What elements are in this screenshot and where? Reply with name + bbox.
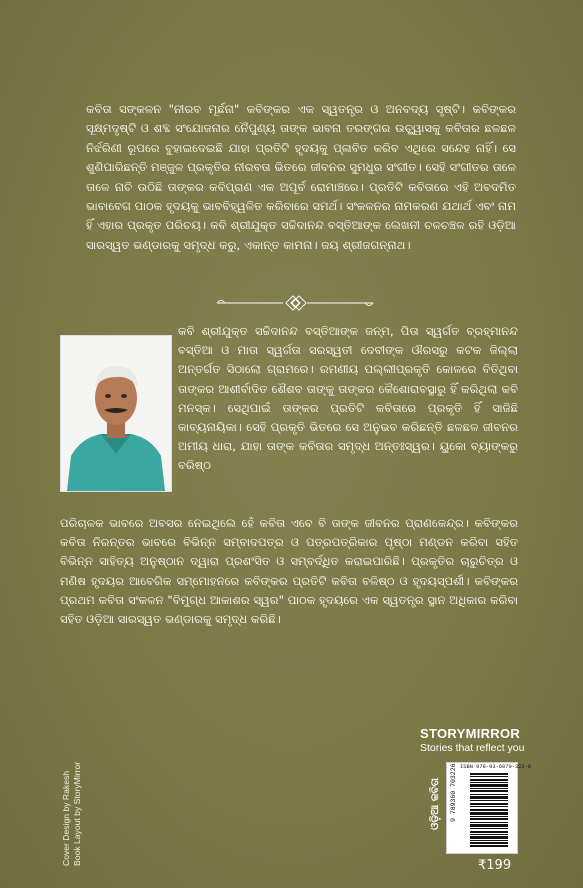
ornament-divider (215, 295, 375, 311)
category-label: ଓଡ଼ିଆ କବିତା (429, 777, 441, 830)
author-bio-bottom: ପରିଚାଳକ ଭାବରେ ଅବସର ନେଇଥିଲେ ହେଁ କବିତା ଏବେ ବି ତାଙ୍କ ଜୀବନର ପ୍ରାଣକେନ୍ଦ୍ର। କବିଙ୍କର କବିତା ନିରନ୍ତର ଭାବରେ ବିଭିନ୍ନ ସମ୍ବାଦପତ୍ର ଓ ପତ୍ରପତ୍ରିକାର ପୃଷ୍ଠା ମଣ୍ଡନ କରିବା ସହିତ ବିଭିନ୍ନ ସାହିତ୍ୟ ଅନୁଷ୍ଠାନ ଦ୍ୱାରା ପ୍ରଶଂସିତ ଓ ସମ୍ବର୍ଦ୍ଧିତ କରାଇପାରିଛି। ପ୍ରକୃତିର ଚାରୁଚିତ୍ର ଓ ମଣିଷ ହୃଦୟର ଆବେଗିକ ସମ୍ମୋହନରେ କବିଙ୍କର ପ୍ରତିଟି କବିତା ବଳିଷ୍ଠ ଓ ହୃଦୟସ୍ପର୍ଶୀ। କବିଙ୍କର ପ୍ରଥମ କବିତା ସଂକଳନ "ବିମୁଗ୍ଧ ଆକାଶର ସ୍ୱର" ପାଠକ ହୃଦୟରେ ଏକ ସ୍ୱତନ୍ତ୍ର ସ୍ଥାନ ଅଧିକାର କରିବା ସହିତ ଓଡ଼ିଆ ସାରସ୍ୱତ ଭଣ୍ଡାରକୁ ସମୃଦ୍ଧ କରିଛି। (60, 516, 518, 627)
price-label: ₹199 (478, 858, 512, 873)
cover-credit: Cover Design by Rakesh (61, 770, 71, 866)
publisher-brand (420, 726, 524, 754)
design-credits (61, 762, 83, 866)
barcode-icon (470, 773, 508, 847)
layout-credit: Book Layout by StoryMirror (72, 761, 82, 866)
author-bio-top: କବି ଶ୍ରୀଯୁକ୍ତ ସଚ୍ଚିଦାନନ୍ଦ ବସ୍ତିଆଙ୍କ ଜନ୍ମ, ପିତା ସ୍ୱର୍ଗତ ବ୍ରହ୍ମାନନ୍ଦ ବସ୍ତିଆ ଓ ମାତା ସ୍ୱର୍ଗତା ସରସ୍ୱତୀ ଦେବୀଙ୍କ ଔରସରୁ କଟକ ଜିଲ୍ଲା ଅନ୍ତର୍ଗତ ସିଠାଲୋ ଗ୍ରାମରେ। ରମଣୀୟ ପଲ୍ଲୀପ୍ରକୃତି କୋଳରେ ବିତିଥିବା ତାଙ୍କର ଆଶୀର୍ବାଦିତ ଶୈଶବ ତାଙ୍କୁ ତାଙ୍କର କୈଶୋରାବସ୍ଥାରୁ ହିଁ କରିଥିଲା କବି ମନସ୍କ। ସେଥିପାଇଁ ତାଙ୍କର ପ୍ରତିଟି କବିତାରେ ପ୍ରକୃତି ହିଁ ସାଜିଛି କାବ୍ୟନାୟିକା। ସେହି ପ୍ରକୃତି ଭିତରେ ସେ ଅନୁଭବ କରିଛନ୍ତି ଛଳଛଳ ଜୀବନର ଅମୀୟ ଧାରା, ଯାହା ତାଙ୍କ କବିତାର ସମୃଦ୍ଧ ଅନ୍ତଃସ୍ୱର। ୟୁକୋ ବ୍ୟାଙ୍କରୁ ବରିଷ୍ଠ (178, 324, 518, 473)
isbn-digits: 9 789360 703226 (450, 763, 457, 822)
intro-paragraph: କବିତା ସଙ୍କଳନ "ନୀରବ ମୂର୍ଛନା" କବିଙ୍କର ଏକ ସ୍ୱତନ୍ତ୍ର ଓ ଅନବଦ୍ୟ ସୃଷ୍ଟି। କବିଙ୍କର ସୂକ୍ଷ୍ମଦୃଷ୍ଟି ଓ ଶବ୍ଦ ସଂଯୋଜନାର ନୈପୁଣ୍ୟ ତାଙ୍କ ଭାବନା ତରଙ୍ଗର ଉଚ୍ଛ୍ୱାସକୁ କବିତାର ଛଳଛଳ ନିର୍ଝରିଣୀ ରୂପରେ ବୁହାଇଦେଇଛି ଯାହା ପ୍ରତିଟି ହୃଦୟକୁ ପ୍ଳାବିତ କରିବ ଏଥିରେ ସନ୍ଦେହ ନାହିଁ। ସେ ଶୁଣିପାରିଛନ୍ତି ମଞ୍ଜୁଳ ପ୍ରକୃତିର ନୀରବତା ଭିତରେ ଜୀବନର ସୁମଧୁର ସଂଗୀତ। ସେହି ସଂଗୀତର ତାଳେ ତାଳେ ନାଚି ଉଠିଛି ତାଙ୍କର କବିପ୍ରାଣ ଏକ ଅପୂର୍ବ ରୋମାଞ୍ଚରେ। ପ୍ରତିଟି କବିତାରେ ଏହି ଅବଦମିତ ଭାବାବେଗ ପାଠକ ହୃଦୟକୁ ଭାବବିହ୍ୱଳିତ କରିବାରେ ସମର୍ଥ। ସଂକଳନର ନାମକରଣ ଯଥାର୍ଥ ଏବଂ ନାମ ହିଁ ଏହାର ପ୍ରକୃତ ପରିଚୟ। କବି ଶ୍ରୀଯୁକ୍ତ ସଚ୍ଚିଦାନନ୍ଦ ବସ୍ତିଆଙ୍କ ଲେଖନୀ ଚଳଚଞ୍ଚଳ ରହି ଓଡ଼ିଆ ସାରସ୍ୱତ ଭଣ୍ଡାରକୁ ସମୃଦ୍ଧ କରୁ, ଏକାନ୍ତ କାମନା। ଜୟ ଶ୍ରୀଜଗନ୍ନାଥ। (86, 102, 516, 252)
publisher-logo: STORYMIRROR (420, 726, 521, 741)
author-photo (60, 335, 172, 492)
isbn-text: ISBN 978-93-6070-322-6 (460, 764, 532, 770)
publisher-tagline: Stories that reflect you (420, 742, 525, 754)
